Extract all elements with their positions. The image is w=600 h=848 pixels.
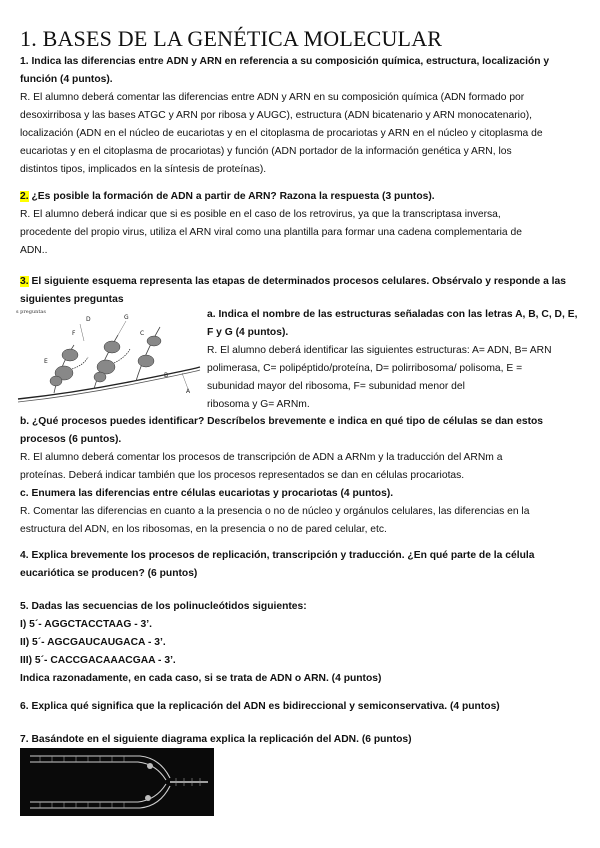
question-3-text-cont: siguientes preguntas bbox=[20, 294, 124, 305]
transcription-translation-figure bbox=[14, 305, 202, 405]
label-leader-line bbox=[118, 321, 126, 335]
ribosome bbox=[50, 376, 62, 386]
answer-2-line: R. El alumno deberá indicar que si es posible en el caso de los retrovirus, ya que la transcriptasa inversa, bbox=[20, 209, 501, 220]
question-4-block bbox=[20, 547, 582, 583]
polymerase-enzyme bbox=[145, 795, 151, 801]
question-1-text: 1. Indica las diferencias entre ADN y ARN en referencia a su composición química, estructura, localización y bbox=[20, 56, 550, 67]
sequence-3: III) 5´- CACCGACAAACGAA - 3’. bbox=[20, 655, 176, 666]
question-4-text: 4. Explica brevemente los procesos de replicación, transcripción y traducción. ¿En qué parte de la célula bbox=[20, 550, 535, 561]
question-4-text-cont: eucariótica se producen? (6 puntos) bbox=[20, 568, 198, 579]
figure-label-g: G bbox=[124, 314, 129, 321]
sequence-1: I) 5´- AGGCTACCTAAG - 3’. bbox=[20, 619, 152, 630]
question-6-text: 6. Explica qué significa que la replicación del ADN es bidireccional y semiconservativa. (4 puntos) bbox=[20, 701, 500, 712]
answer-3b-line: proteínas. Deberá indicar también que los procesos representados se dan en células procariotas. bbox=[20, 470, 465, 481]
answer-3a-line: ribosoma y G= ARNm. bbox=[207, 399, 310, 410]
question-1-text-cont: función (4 puntos). bbox=[20, 74, 113, 85]
answer-1-line: desoxirribosa y las bases ATGC y ARN por ribosa y AUGC), estructura (ADN bicatenario y ARN monocatenario), bbox=[20, 110, 532, 121]
question-7-block bbox=[20, 731, 582, 749]
figure-label-f: F bbox=[72, 330, 76, 337]
question-5-instruction: Indica razonadamente, en cada caso, si se trata de ADN o ARN. (4 puntos) bbox=[20, 673, 382, 684]
ribosome bbox=[104, 341, 120, 353]
question-1-block bbox=[20, 53, 582, 179]
figure-label-b: B bbox=[164, 372, 169, 379]
answer-3a-line: R. El alumno deberá identificar las siguientes estructuras: A= ADN, B= ARN bbox=[207, 345, 552, 356]
question-2-text bbox=[20, 188, 582, 206]
question-7-text: 7. Basándote en el siguiente diagrama explica la replicación del ADN. (6 puntos) bbox=[20, 734, 412, 745]
answer-3b-line: R. El alumno deberá comentar los procesos de transcripción de ADN a ARNm y la traducción del ARNm a bbox=[20, 452, 503, 463]
answer-2-line: ADN.. bbox=[20, 245, 48, 256]
answer-3c-line: R. Comentar las diferencias en cuanto a la presencia o no de núcleo y orgánulos celulares, las diferencias en la bbox=[20, 506, 530, 517]
answer-1-line: eucariotas y en el citoplasma de procariotas) y función (ADN portador de la información genética y ARN, los bbox=[20, 146, 512, 157]
page-title: 1. BASES DE LA GENÉTICA MOLECULAR bbox=[20, 26, 443, 51]
question-5-text: 5. Dadas las secuencias de los polinucleótidos siguientes: bbox=[20, 601, 307, 612]
figure-label-a: A bbox=[186, 388, 191, 395]
question-3-question: El siguiente esquema representa las etapas de determinados procesos celulares. Obsérvalo y responde a las bbox=[28, 276, 566, 287]
question-3bc-block bbox=[20, 413, 582, 539]
answer-3a-line: subunidad mayor del ribosoma, F= subunidad menor del bbox=[207, 381, 465, 392]
answer-1-line: R. El alumno deberá comentar las diferencias entre ADN y ARN en su composición química (ADN formado por bbox=[20, 92, 525, 103]
ribosome bbox=[94, 372, 106, 382]
figure-label-c: C bbox=[140, 330, 145, 337]
answer-3a-line: polimerasa, C= polipéptido/proteína, D= polirribosoma/ polisoma, E = bbox=[207, 363, 523, 374]
question-3a-text-cont: F y G (4 puntos). bbox=[207, 327, 289, 338]
question-2-number: 2. bbox=[20, 191, 29, 202]
ribosome bbox=[62, 349, 78, 361]
question-3-text bbox=[20, 273, 582, 291]
question-5-block bbox=[20, 598, 582, 688]
question-3-block bbox=[20, 273, 582, 309]
figure-label-e: E bbox=[44, 358, 48, 365]
question-2-question: ¿Es posible la formación de ADN a partir de ARN? Razona la respuesta (3 puntos). bbox=[28, 191, 435, 202]
question-3b-text-cont: procesos (6 puntos). bbox=[20, 434, 122, 445]
answer-3c-line: estructura del ADN, en los ribosomas, en la presencia o no de pared celular, etc. bbox=[20, 524, 387, 535]
label-leader-line bbox=[80, 324, 84, 341]
figure-label-d: D bbox=[86, 316, 91, 323]
question-3a-text: a. Indica el nombre de las estructuras señaladas con las letras A, B, C, D, E, bbox=[207, 309, 578, 320]
answer-2-line: procedente del propio virus, utiliza el ARN viral como una plantilla para formar una cadena complementaria de bbox=[20, 227, 522, 238]
ribosome bbox=[147, 336, 161, 346]
dna-replication-diagram bbox=[20, 748, 214, 816]
sequence-2: II) 5´- AGCGAUCAUGACA - 3’. bbox=[20, 637, 166, 648]
question-3b-text: b. ¿Qué procesos puedes identificar? Descríbelos brevemente e indica en qué tipo de células se dan estos bbox=[20, 416, 544, 427]
question-3c-text: c. Enumera las diferencias entre células eucariotas y procariotas (4 puntos). bbox=[20, 488, 394, 499]
figure-caption: s preguntas bbox=[16, 309, 46, 315]
answer-1-line: distintos tipos, implicados en la síntesis de proteínas). bbox=[20, 164, 267, 175]
helicase-enzyme bbox=[147, 763, 153, 769]
answer-1-line: localización (ADN en el núcleo de eucariotas y en el citoplasma de procariotas y ARN en el núcleo y citoplasma de bbox=[20, 128, 543, 139]
question-6-block bbox=[20, 698, 582, 716]
ribosome bbox=[138, 355, 154, 367]
label-leader-line bbox=[182, 373, 188, 389]
question-3-number: 3. bbox=[20, 276, 29, 287]
question-3a-block bbox=[207, 306, 587, 414]
question-2-block bbox=[20, 188, 582, 260]
